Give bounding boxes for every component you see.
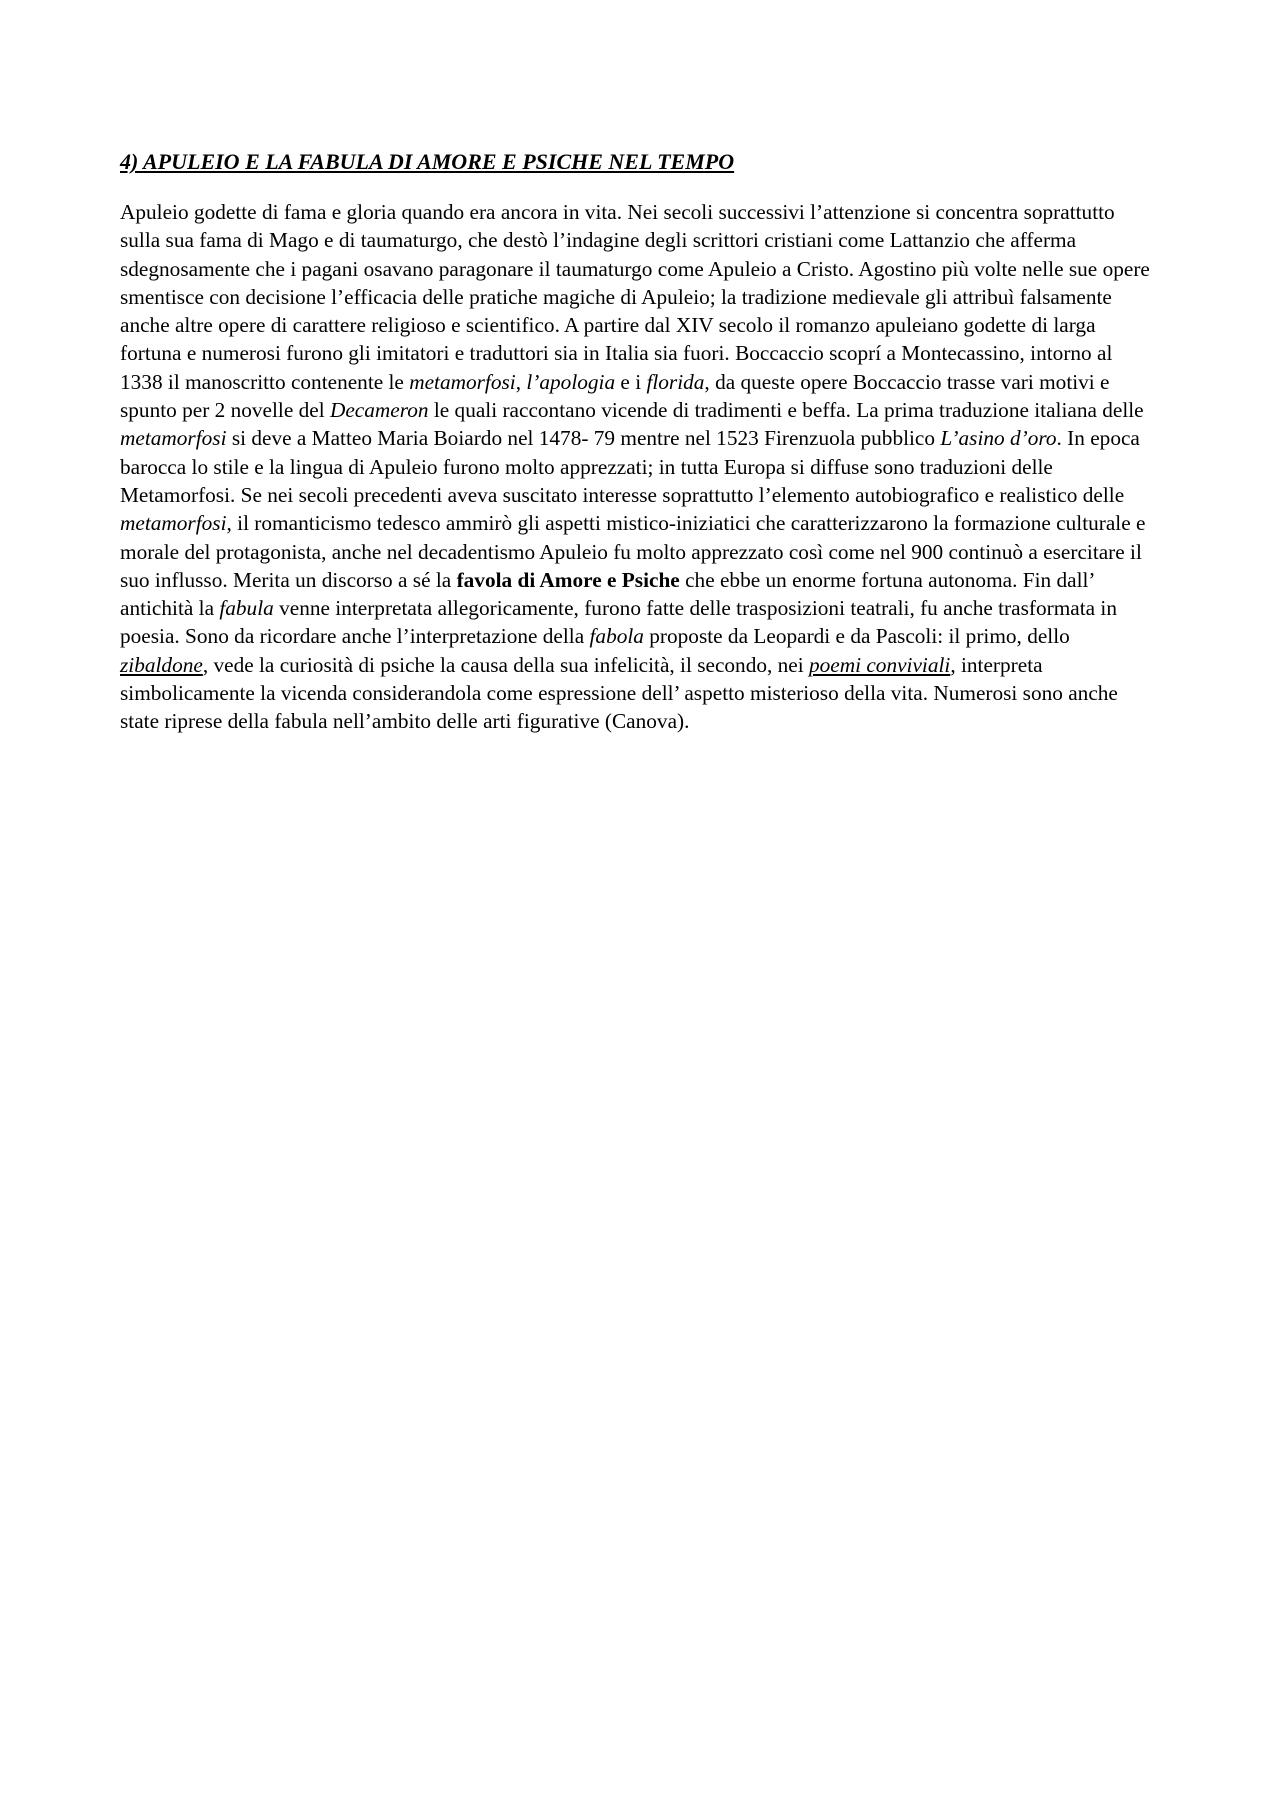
section-heading: 4) APULEIO E LA FABULA DI AMORE E PSICHE NEL TEMPO <box>120 149 735 174</box>
text-run: Apuleio godette di fama e gloria quando era ancora in vita. Nei secoli successivi l’attenzione si concentra soprattutto sulla sua fama di Mago e di taumaturgo, che destò l’indagine degli scrittori cristiani come Lattanzio che afferma sdegnosamente che i pagani osavano paragonare il taumaturgo come Apuleio a Cristo. Agostino più volte nelle sue opere smentisce con decisione l’efficacia delle pratiche magiche di Apuleio; la tradizione medievale gli attribuì falsamente anche altre opere di carattere religioso e scientifico. A partire dal XIV secolo il romanzo apuleiano godette di larga fortuna e numerosi furono gli imitatori e traduttori sia in Italia sia fuori. Boccaccio scoprí a Montecassino, intorno al 1338 il manoscritto contenente le <box>120 200 1150 394</box>
italic-run: fabula <box>219 596 274 621</box>
text-run: , <box>515 369 527 394</box>
text-run: , interpreta simbolicamente la vicenda considerandola come espressione dell’ aspetto misterioso della vita. Numerosi sono anche state riprese della fabula nell’ambito delle arti figurative (Canova). <box>120 652 1118 734</box>
italic-run: metamorfosi <box>120 426 227 451</box>
text-run: , il romanticismo tedesco ammirò gli aspetti mistico-iniziatici che caratterizzarono la formazione culturale e morale del protagonista, anche nel decadentismo Apuleio fu molto apprezzato così come nel 900 continuò a esercitare il suo influsso. Merita un discorso a sé la <box>120 511 1146 592</box>
text-run: che ebbe un enorme fortuna autonoma. Fin dall’ antichità la <box>120 567 1094 621</box>
text-run: venne interpretata allegoricamente, furono fatte delle trasposizioni teatrali, fu anche trasformata in poesia. Sono da ricordare anche l’interpretazione della <box>120 596 1117 649</box>
italic-run: florida <box>646 369 705 394</box>
text-run: le quali raccontano vicende di tradimenti e beffa. La prima traduzione italiana delle <box>428 398 1144 423</box>
document-content <box>120 148 1160 736</box>
italic-run: metamorfosi <box>120 511 227 536</box>
bold-run: favola di Amore e Psiche <box>456 567 680 592</box>
italic-run: l’apologia <box>526 369 616 394</box>
text-run: , da queste opere Boccaccio trasse vari motivi e spunto per 2 novelle del <box>120 369 1110 423</box>
text-run: proposte da Leopardi e da Pascoli: il primo, dello <box>643 624 1070 649</box>
text-run: . In epoca barocca lo stile e la lingua di Apuleio furono molto apprezzati; in tutta Europa si diffuse sono traduzioni delle Metamorfosi. Se nei secoli precedenti aveva suscitato interesse soprattutto l’elemento autobiografico e realistico delle <box>120 426 1140 507</box>
text-run: e i <box>615 369 647 394</box>
text-run: si deve a Matteo Maria Boiardo nel 1478- 79 mentre nel 1523 Firenzuola pubblico <box>226 426 941 451</box>
italic-run: Decameron <box>329 398 429 423</box>
italic-underlined-run: poemi conviviali <box>808 652 951 677</box>
text-run: , vede la curiosità di psiche la causa della sua infelicità, il secondo, nei <box>202 652 809 677</box>
italic-run: fabola <box>589 624 644 649</box>
body-paragraph <box>120 198 1160 736</box>
italic-underlined-run: zibaldone <box>120 652 203 677</box>
italic-run: L’asino d’oro <box>940 426 1057 451</box>
italic-run: metamorfosi <box>409 369 516 394</box>
